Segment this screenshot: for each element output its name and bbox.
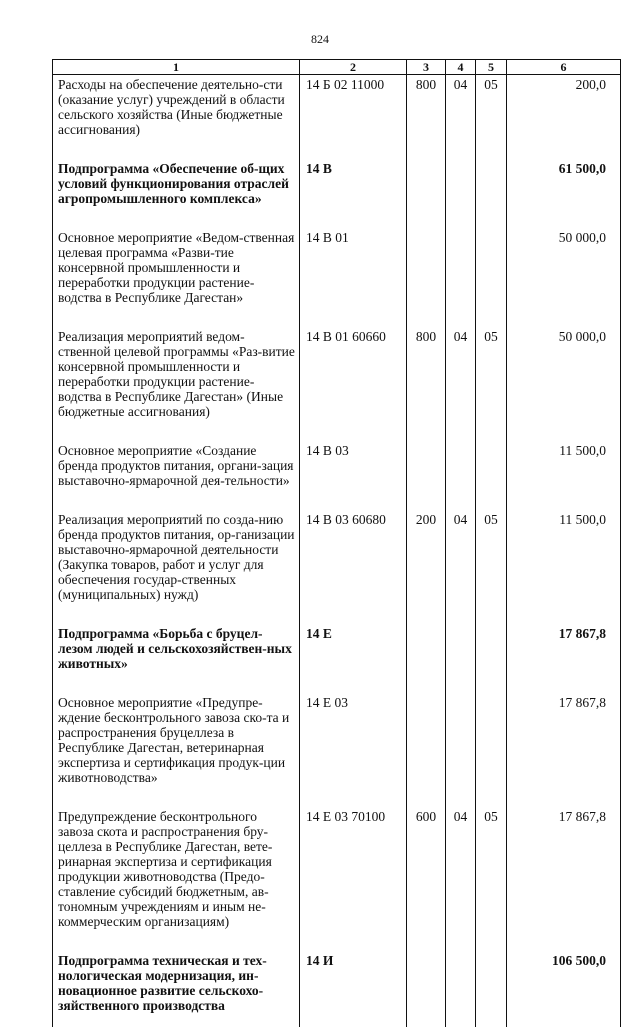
row-spacer xyxy=(53,929,621,951)
row-section xyxy=(446,441,476,488)
row-spacer xyxy=(53,602,621,624)
row-name: Расходы на обеспечение деятельно-сти (оказание услуг) учреждений в области сельского хозяйства (Иные бюджетные ассигнования) xyxy=(53,75,300,138)
row-spacer xyxy=(53,488,621,510)
row-expense-type xyxy=(407,951,446,1013)
row-amount: 200,0 xyxy=(507,75,621,138)
row-code: 14 И xyxy=(300,951,407,1013)
row-amount: 50 000,0 xyxy=(507,327,621,419)
row-subsection: 05 xyxy=(476,75,507,138)
row-amount: 17 867,8 xyxy=(507,693,621,785)
table-row xyxy=(53,510,621,602)
row-amount: 11 500,0 xyxy=(507,441,621,488)
row-subsection: 05 xyxy=(476,327,507,419)
row-section: 04 xyxy=(446,75,476,138)
table-row xyxy=(53,624,621,671)
row-spacer xyxy=(53,206,621,228)
table-header-row xyxy=(53,60,621,75)
row-subsection xyxy=(476,693,507,785)
row-code: 14 Е xyxy=(300,624,407,671)
row-amount: 17 867,8 xyxy=(507,807,621,929)
row-expense-type: 200 xyxy=(407,510,446,602)
row-amount: 50 000,0 xyxy=(507,228,621,305)
row-name: Предупреждение бесконтрольного завоза скота и распространения бру-целлеза в Республике Дагестан, вете-ринарная экспертиза и сертификация продукции животноводства (Предо-ставление субсидий бюджетным, ав-тономным учреждениям и иным не-коммерческим организациям) xyxy=(53,807,300,929)
row-name: Основное мероприятие «Ведом-ственная целевая программа «Разви-тие консервной промышленности и переработки продукции растение-водства в Республике Дагестан» xyxy=(53,228,300,305)
row-code: 14 Е 03 70100 xyxy=(300,807,407,929)
row-subsection xyxy=(476,228,507,305)
column-header: 4 xyxy=(446,60,476,75)
table-row xyxy=(53,75,621,138)
row-section: 04 xyxy=(446,510,476,602)
row-spacer xyxy=(53,671,621,693)
row-subsection: 05 xyxy=(476,510,507,602)
row-section xyxy=(446,951,476,1013)
row-name: Основное мероприятие «Создание бренда продуктов питания, органи-зация выставочно-ярмарочной дея-тельности» xyxy=(53,441,300,488)
row-name: Подпрограмма «Борьба с бруцел-лезом людей и сельскохозяйствен-ных животных» xyxy=(53,624,300,671)
row-name: Реализация мероприятий ведом-ственной целевой программы «Раз-витие консервной промышленности и переработки продукции растение-водства в Республике Дагестан» (Иные бюджетные ассигнования) xyxy=(53,327,300,419)
column-header: 2 xyxy=(300,60,407,75)
row-subsection xyxy=(476,951,507,1013)
row-amount: 106 500,0 xyxy=(507,951,621,1013)
row-section xyxy=(446,228,476,305)
row-section xyxy=(446,624,476,671)
column-header: 5 xyxy=(476,60,507,75)
row-spacer xyxy=(53,419,621,441)
column-header: 3 xyxy=(407,60,446,75)
budget-table xyxy=(52,59,621,1027)
row-section: 04 xyxy=(446,807,476,929)
table-row xyxy=(53,159,621,206)
row-code: 14 В 01 xyxy=(300,228,407,305)
row-expense-type: 800 xyxy=(407,75,446,138)
table-row xyxy=(53,807,621,929)
row-amount: 61 500,0 xyxy=(507,159,621,206)
row-code: 14 В 01 60660 xyxy=(300,327,407,419)
row-code: 14 В 03 60680 xyxy=(300,510,407,602)
table-row xyxy=(53,441,621,488)
row-subsection xyxy=(476,159,507,206)
row-name: Подпрограмма «Обеспечение об-щих условий функционирования отраслей агропромышленного комплекса» xyxy=(53,159,300,206)
column-header: 6 xyxy=(507,60,621,75)
row-expense-type xyxy=(407,159,446,206)
column-header: 1 xyxy=(53,60,300,75)
table-row xyxy=(53,693,621,785)
row-code: 14 В xyxy=(300,159,407,206)
row-expense-type xyxy=(407,624,446,671)
row-expense-type: 800 xyxy=(407,327,446,419)
table-row xyxy=(53,951,621,1013)
table-row xyxy=(53,327,621,419)
row-subsection xyxy=(476,624,507,671)
row-code: 14 Б 02 11000 xyxy=(300,75,407,138)
row-amount: 17 867,8 xyxy=(507,624,621,671)
row-section xyxy=(446,693,476,785)
row-section xyxy=(446,159,476,206)
row-expense-type xyxy=(407,441,446,488)
row-expense-type: 600 xyxy=(407,807,446,929)
row-spacer xyxy=(53,785,621,807)
row-expense-type xyxy=(407,228,446,305)
row-spacer xyxy=(53,305,621,327)
row-spacer xyxy=(53,1013,621,1027)
row-subsection xyxy=(476,441,507,488)
row-name: Реализация мероприятий по созда-нию бренда продуктов питания, ор-ганизации выставочно-ярмарочной деятельности (Закупка товаров, работ и услуг для обеспечения государ-ственных (муниципальных) нужд) xyxy=(53,510,300,602)
row-amount: 11 500,0 xyxy=(507,510,621,602)
row-name: Основное мероприятие «Предупре-ждение бесконтрольного завоза ско-та и распространения бруцеллеза в Республике Дагестан, ветеринарная экспертиза и сертификация продук-ции животноводства» xyxy=(53,693,300,785)
table-row xyxy=(53,228,621,305)
row-expense-type xyxy=(407,693,446,785)
row-code: 14 Е 03 xyxy=(300,693,407,785)
row-code: 14 В 03 xyxy=(300,441,407,488)
row-section: 04 xyxy=(446,327,476,419)
row-spacer xyxy=(53,137,621,159)
page-number: 824 xyxy=(311,32,329,46)
row-subsection: 05 xyxy=(476,807,507,929)
row-name: Подпрограмма техническая и тех-нологическая модернизация, ин-новационное развитие сельскохо-зяйственного производства xyxy=(53,951,300,1013)
